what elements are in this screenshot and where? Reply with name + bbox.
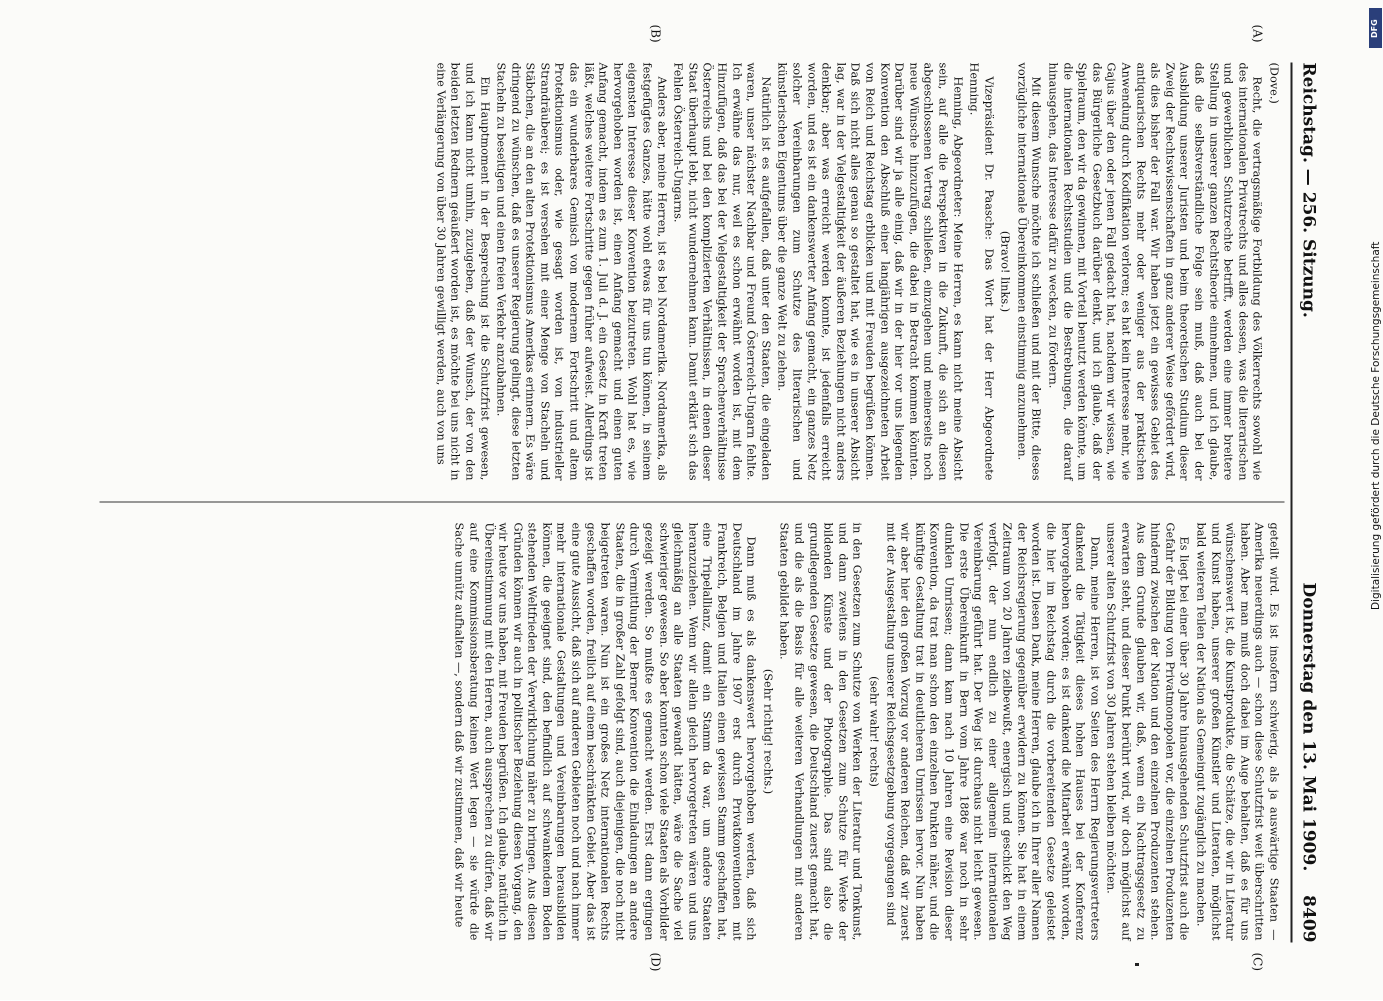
- dfg-logo: [1369, 8, 1382, 48]
- paragraph: Vizepräsident Dr. Paasche: Das Wort hat der Herr Abgeordnete Henning.: [967, 62, 996, 481]
- paragraph: Henning, Abgeordneter: Meine Herren, es kann nicht meine Absicht sein, auf alle die Perspektiven in die Zukunft, die sich an diesen abgeschlossenen Vertrag schließen, einzugehen und meinerseits noch neue Wünsche hinzuzufügen, die dabei in Betracht kommen könnten. Darüber sind wir ja alle einig, daß wir in der hier vor uns liegenden Konvention den Abschluß einer langjährigen ausgezeichneten Arbeit von Reich und Reichstag erblicken und mit Freuden begrüßen können. Daß sich nicht alles genau so gestaltet hat, wie es in unserer Absicht lag, war in der Vielgestaltigkeit der äußeren Beziehungen nicht anders denkbar; aber was erreicht werden konnte, ist jedenfalls erreicht worden, und es ist ein dankenswerter Anfang gemacht, ein ganzes Netz solcher Vereinbarungen zum Schutze des literarischen und künstlerischen Eigentums über die ganze Welt zu ziehen.: [775, 62, 965, 481]
- paragraph: Anders aber, meine Herren, ist es bei Nordamerika. Nordamerika, als festgefügtes Ganzes, hätte wohl etwas für uns tun können, in seinem eigensten Interesse dieser Konvention beizutreten. Wohl hat es, wie hervorgehoben worden ist, einen Anfang gemacht und einen guten Anfang gemacht, indem es zum 1. Juli d. J. ein Gesetz in Kraft treten läßt, welches weitere Fortschritte gegen früher aufweist. Allerdings ist das ein wunderbares Gemisch von modernem Fortschritt und altem Protektionismus oder, wie gesagt worden ist, von industrieller Strandräuberei; es ist versehen mit einer Menge von Stacheln und Stäbchen, die an den alten Protektionismus Amerikas erinnern. Es wäre dringend zu wünschen, daß es unserer Regierung gelingt, diese letzten Stacheln zu beseitigen und einen freien Verkehr anzubahnen.: [494, 62, 669, 481]
- paragraph: Es liegt bei einer über 30 Jahre hinausgehenden Schutzfrist auch die Gefahr der Bildung von Privatmonopolen vor, die einzelnen Produzenten hindernd zwischen der Nation und den einzelnen Produzenten stehen. Aus dem Grunde glauben wir, daß, wenn ein Nachtragsgesetz zu erwarten steht, und dieser Punkt berührt wird, wir doch möglichst auf unserer alten Schutzfrist von 30 Jahren stehen bleiben möchten.: [1104, 522, 1191, 941]
- paragraph: geteilt wird. Es ist insofern schwierig, als ja auswärtige Staaten — Amerika neuerdings auch — schon diese Schutzfrist weit überschritten haben. Aber man muß doch dabei im Auge behalten, daß es für uns wünschenswert ist, die Kunstprodukte, die Schätze, die wir in Literatur und Kunst haben, unserer großen Künstler und Literaten, möglichst bald weiteren Teilen der Nation als Gemeingut zugänglich zu machen.: [1194, 522, 1281, 941]
- paragraph: Dann muß es als dankenswert hervorgehoben werden, daß sich Deutschland im Jahre 1907 erst durch Privatkonventionen mit Frankreich, Belgien und Italien einen gewissen Stamm geschaffen hat, eine Tripelallianz, damit ein Stamm da war, um andere Staaten heranzuziehen. Wenn wir allein gleich hervorgetreten wären und uns gleichmäßig an alle Staaten gewandt hätten, wäre die Sache viel schwieriger gewesen. So aber konnten schon viele Staaten als Vorbilder gezeigt werden. So mußte es gemacht werden. Erst dann ergingen durch Vermittlung der Berner Konvention die Einladungen an andere Staaten, die in großer Zahl gefolgt sind, auch diejenigen, die noch nicht beigetreten waren. Nun ist ein großes Netz internationalen Rechts geschaffen worden, freilich auf einem beschränkten Gebiet. Aber das ist eine gute Aussicht, daß sich auf anderen Gebieten noch und nach immer mehr internationale Gestaltungen und Vereinbarungen herausbilden können, die geeignet sind, den befindlich auf schwankendem Boden stehenden Weltfrieden der Verwirklichung näher zu bringen. Aus diesen Gründen können wir auch in politischer Beziehung diesen Vorgang, den wir heute vor uns haben, mit Freuden begrüßen. Ich glaube, natürlich in Übereinstimmung mit den Herren, auch aussprechen zu dürfen, daß wir auf eine Kommissionsberatung keinen Wert legen — sie würde die Sache unnütz aufhalten —, sondern daß wir zustimmen, daß wir heute: [452, 522, 758, 941]
- interjection: (Bravo! links.): [998, 230, 1012, 313]
- margin-mark-c: (C): [1250, 952, 1265, 972]
- left-column: [431, 63, 1281, 481]
- newspaper-page: [98, 24, 1323, 972]
- paragraph: Ein Hauptmoment in der Besprechung ist die Schutzfrist gewesen, und ich kann nicht umhin, zuzugeben, daß der Wunsch, der von den beiden letzten Rednern geäußert worden ist, es möchte bei uns nicht in eine Verlängerung von über 30 Jahren gewilligt werden, auch von uns: [434, 62, 492, 481]
- margin-mark-a: (A): [1250, 24, 1265, 43]
- page-header: [1291, 63, 1323, 943]
- digitization-credit: [1346, 10, 1382, 620]
- column-divider: [100, 502, 1285, 503]
- paragraph: in den Gesetzen zum Schutze von Werken der Literatur und Tonkunst, und dann zweitens in den Gesetzen zum Schutze für Werke der bildenden Künste und der Photographie. Das sind also die grundlegenden Gesetze gewesen, die Deutschland zuerst gemacht hat, und die als die Basis für alle weiteren Verhandlungen mit anderen Staaten gebildet haben.: [777, 522, 864, 941]
- paragraph: Dann, meine Herren, ist von Seiten des Herrn Regierungsvertreters dankend die Tätigkeit dieses hohen Hauses bei der Konferenz hervorgehoben worden; es ist dankend die Mitarbeit erwähnt worden, die hier im Reichstag durch die vorbereitenden Gesetze geleistet worden ist. Diesen Dank, meine Herren, glaube ich in Ihrer aller Namen der Reichsregierung gegenüber erwidern zu können. Sie hat in einem Zeitraum von 20 Jahren zielbewußt, energisch und geschickt den Weg verfolgt, der nun endlich zu einer allgemein internationalen Vereinbarung geführt hat. Der Weg ist durchaus nicht leicht gewesen. Die erste Übereinkunft in Bern vom Jahre 1886 war noch in sehr dunklen Umrissen; dann kam nach 10 Jahren eine Revision dieser Konvention, da trat man schon den einzelnen Punkten näher, und die künftige Gestaltung trat in deutlicheren Umrissen hervor. Nun haben wir aber hier den großen Vorzug vor anderen Reichen, daß wir zuerst mit der Ausgestaltung unserer Reichsgesetzgebung vorgegangen sind: [884, 522, 1102, 941]
- margin-mark-b: (B): [648, 24, 663, 43]
- credit-text: Digitalisierung gefördert durch die Deutsche Forschungsgemeinschaft: [1370, 241, 1382, 610]
- right-column: [449, 523, 1280, 941]
- margin-mark-d: (D): [648, 952, 663, 972]
- dfg-logo-text: DFG: [1370, 19, 1379, 38]
- interjection: (Sehr richtig! rechts.): [761, 668, 775, 795]
- interjection: (sehr wahr! rechts): [867, 676, 881, 787]
- paragraph: Natürlich ist es aufgefallen, daß unter den Staaten, die eingeladen waren, unser nächster Nachbar und Freund Österreich-Ungarn fehlte. Ich erwähne das nur, weil es schon erwähnt worden ist, mit dem Hinzufügen, daß das bei der Vielgestaltigkeit der Sprachenverhältnisse Österreichs und bei den komplizierten Verhältnissen, in denen dieser Staat überhaupt lebt, nicht wundernehmen kann. Damit erklärt sich das Fehlen Österreich-Ungarns.: [671, 62, 773, 481]
- speaker-tag: (Dove.): [1267, 62, 1281, 104]
- paragraph: Recht, die vertragsmäßige Fortbildung des Völkerrechts sowohl wie des internationalen Privatrechts und alles dessen, was die literarischen und gewerblichen Schutzrechte betrifft, werden eine immer breitere Stellung in unserer ganzen Rechtstheorie einnehmen, und ich glaube, daß die selbstverständliche Folge sein muß, daß auch bei der Ausbildung unserer Juristen und beim theoretischen Studium dieser Zweig der Rechtswissenschaften in ganz anderer Weise gefördert wird, als dies bisher der Fall war. Wir haben jetzt ein gewisses Gebiet des antiquarischen Rechts mehr oder weniger aus der praktischen Anwendung durch Kodifikation verloren; es hat kein Interesse mehr, wie Gajus über den oder jenen Fall gedacht hat, nachdem wir wissen, wie das Bürgerliche Gesetzbuch darüber denkt, und ich glaube, daß der Spielraum, den wir da gewinnen, mit Vorteil benutzt werden könnte, um die internationalen Rechtsstudien und die Bestrebungen, die darauf hinausgehen, das Interesse dafür zu wecken, zu fördern.: [1046, 62, 1264, 481]
- scan-speck: [1135, 963, 1139, 966]
- rotated-page-content: [0, 1, 1383, 1001]
- paragraph: Mit diesem Wunsche möchte ich schließen und mit der Bitte, dieses vorzügliche internationale Übereinkommen einstimmig anzunehmen.: [1015, 62, 1043, 481]
- header-date: Donnerstag den 13. Mai 1909.: [1298, 582, 1319, 872]
- header-page-number: 8409: [1298, 895, 1319, 943]
- header-session: Reichstag. — 256. Sitzung.: [1298, 62, 1319, 318]
